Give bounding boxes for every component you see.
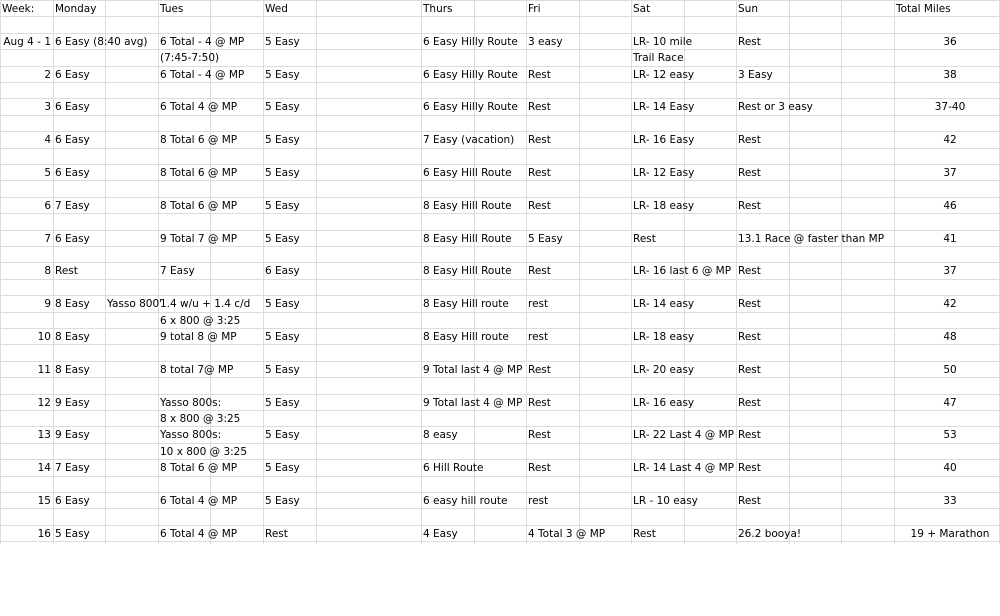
sheet-cell[interactable]: 8 easy (423, 429, 458, 441)
sheet-cell[interactable]: Rest (528, 69, 551, 81)
sheet-cell[interactable]: 9 Total last 4 @ MP (423, 397, 523, 409)
sheet-cell[interactable]: 26.2 booya! (738, 528, 802, 540)
sheet-cell[interactable]: 6 Easy (55, 69, 90, 81)
sheet-cell[interactable]: 2 (44, 69, 51, 81)
sheet-cell[interactable]: 8 x 800 @ 3:25 (160, 413, 241, 425)
sheet-cell[interactable]: 13.1 Race @ faster than MP (738, 233, 885, 245)
row-gridline (0, 459, 1000, 460)
column-header-cell[interactable]: Monday (55, 3, 97, 15)
sheet-cell[interactable]: 8 total 7@ MP (160, 364, 234, 376)
sheet-cell[interactable]: 6 Easy (55, 101, 90, 113)
sheet-cell[interactable]: rest (528, 495, 549, 507)
sheet-cell[interactable]: 5 Easy (265, 298, 300, 310)
sheet-cell[interactable]: Trail Race (633, 52, 684, 64)
sheet-cell[interactable]: rest (528, 331, 549, 343)
sheet-cell[interactable]: 8 Easy (55, 331, 90, 343)
sheet-cell[interactable]: Rest (738, 397, 761, 409)
sheet-cell[interactable]: 1.4 w/u + 1.4 c/d (160, 298, 251, 310)
row-gridline (0, 148, 1000, 149)
sheet-cell[interactable]: Yasso 800' (107, 298, 163, 310)
sheet-cell[interactable]: Rest (738, 298, 761, 310)
sheet-cell[interactable]: LR- 16 last 6 @ MP (633, 265, 732, 277)
sheet-cell[interactable]: Rest (528, 429, 551, 441)
sheet-cell[interactable]: 6 Easy Hill Route (423, 167, 512, 179)
sheet-cell[interactable]: 5 Easy (55, 528, 90, 540)
sheet-cell[interactable]: LR- 10 mile (633, 36, 693, 48)
sheet-cell[interactable]: 5 Easy (265, 462, 300, 474)
sheet-cell[interactable]: 33 (943, 495, 957, 507)
sheet-cell[interactable]: 8 Total 6 @ MP (160, 200, 238, 212)
row-gridline (0, 16, 1000, 17)
row-gridline (0, 279, 1000, 280)
column-header-cell[interactable]: Thurs (423, 3, 453, 15)
sheet-cell[interactable]: Aug 4 - 1 (3, 36, 51, 48)
sheet-cell[interactable]: 5 Easy (265, 233, 300, 245)
sheet-cell[interactable]: 47 (943, 397, 957, 409)
row-gridline (0, 525, 1000, 526)
sheet-cell[interactable]: 48 (943, 331, 957, 343)
sheet-cell[interactable]: 7 Easy (55, 462, 90, 474)
sheet-cell[interactable]: 42 (943, 298, 957, 310)
sheet-cell[interactable]: 6 Hill Route (423, 462, 484, 474)
sheet-cell[interactable]: 6 Easy (55, 233, 90, 245)
column-header-cell[interactable]: Total Miles (896, 3, 951, 15)
sheet-cell[interactable]: Rest (738, 495, 761, 507)
sheet-cell[interactable]: LR- 18 easy (633, 200, 695, 212)
sheet-cell[interactable]: Rest (738, 429, 761, 441)
sheet-cell[interactable]: 9 Easy (55, 429, 90, 441)
sheet-cell[interactable]: LR- 14 Easy (633, 101, 695, 113)
sheet-cell[interactable]: 5 Easy (265, 331, 300, 343)
sheet-cell[interactable]: 5 Easy (265, 36, 300, 48)
sheet-cell[interactable]: 6 Easy (55, 134, 90, 146)
sheet-cell[interactable]: 6 Easy (55, 167, 90, 179)
sheet-cell[interactable]: 11 (37, 364, 51, 376)
sheet-cell[interactable]: 8 Total 6 @ MP (160, 462, 238, 474)
sheet-cell[interactable]: 4 Total 3 @ MP (528, 528, 606, 540)
sheet-cell[interactable]: 6 Easy (8:40 avg) (55, 36, 148, 48)
column-header-cell[interactable]: Week: (2, 3, 35, 15)
row-gridline (0, 115, 1000, 116)
sheet-cell[interactable]: Rest (528, 265, 551, 277)
sheet-cell[interactable]: 41 (943, 233, 957, 245)
sheet-cell[interactable]: 6 Easy Hilly Route (423, 101, 518, 113)
sheet-cell[interactable]: Rest (738, 364, 761, 376)
sheet-cell[interactable]: 50 (943, 364, 957, 376)
sheet-cell[interactable]: Yasso 800s: (160, 397, 222, 409)
sheet-cell[interactable]: 8 Easy (55, 364, 90, 376)
sheet-cell[interactable]: Rest (738, 462, 761, 474)
sheet-cell[interactable]: 5 Easy (265, 364, 300, 376)
sheet-cell[interactable]: LR- 20 easy (633, 364, 695, 376)
sheet-cell[interactable]: Rest (633, 233, 656, 245)
sheet-cell[interactable]: 6 Total 4 @ MP (160, 528, 238, 540)
sheet-cell[interactable]: 37 (943, 167, 957, 179)
sheet-cell[interactable]: 6 Easy Hilly Route (423, 36, 518, 48)
column-header-cell[interactable]: Tues (160, 3, 184, 15)
sheet-cell[interactable]: 8 Easy Hill Route (423, 233, 512, 245)
sheet-cell[interactable]: Yasso 800s: (160, 429, 222, 441)
row-gridline (0, 0, 1000, 1)
sheet-cell[interactable]: Rest (738, 134, 761, 146)
sheet-cell[interactable]: 10 (37, 331, 51, 343)
sheet-cell[interactable]: 12 (37, 397, 51, 409)
sheet-cell[interactable]: 6 Total 4 @ MP (160, 495, 238, 507)
sheet-cell[interactable]: 13 (37, 429, 51, 441)
sheet-cell[interactable]: 6 x 800 @ 3:25 (160, 315, 241, 327)
sheet-cell[interactable]: Rest (55, 265, 78, 277)
sheet-cell[interactable]: Rest (633, 528, 656, 540)
sheet-cell[interactable]: 9 (44, 298, 51, 310)
sheet-cell[interactable]: 10 x 800 @ 3:25 (160, 446, 248, 458)
sheet-cell[interactable]: 5 (44, 167, 51, 179)
sheet-cell[interactable]: Rest or 3 easy (738, 101, 813, 113)
column-header-cell[interactable]: Wed (265, 3, 288, 15)
sheet-cell[interactable]: 4 Easy (423, 528, 458, 540)
column-header-cell[interactable]: Sun (738, 3, 758, 15)
sheet-cell[interactable]: 14 (37, 462, 51, 474)
sheet-cell[interactable]: 37 (943, 265, 957, 277)
sheet-cell[interactable]: 5 Easy (265, 200, 300, 212)
row-gridline (0, 541, 1000, 542)
sheet-cell[interactable]: Rest (738, 331, 761, 343)
sheet-cell[interactable]: 7 (44, 233, 51, 245)
sheet-cell[interactable]: 6 easy hill route (423, 495, 508, 507)
sheet-cell[interactable]: LR- 18 easy (633, 331, 695, 343)
sheet-cell[interactable]: 9 total 8 @ MP (160, 331, 237, 343)
sheet-cell[interactable]: LR- 14 easy (633, 298, 695, 310)
sheet-cell[interactable]: Rest (528, 134, 551, 146)
sheet-cell[interactable]: 16 (37, 528, 51, 540)
sheet-cell[interactable]: Rest (528, 101, 551, 113)
column-header-cell[interactable]: Fri (528, 3, 541, 15)
sheet-cell[interactable]: 5 Easy (265, 495, 300, 507)
sheet-cell[interactable]: 6 Easy (265, 265, 300, 277)
sheet-cell[interactable]: 8 Easy Hill route (423, 331, 509, 343)
sheet-cell[interactable]: 7 Easy (160, 265, 195, 277)
sheet-cell[interactable]: Rest (528, 200, 551, 212)
sheet-cell[interactable]: 3 easy (528, 36, 563, 48)
sheet-cell[interactable]: 7 Easy (55, 200, 90, 212)
sheet-cell[interactable]: 5 Easy (265, 134, 300, 146)
sheet-cell[interactable]: 38 (943, 69, 957, 81)
sheet-cell[interactable]: 15 (37, 495, 51, 507)
sheet-cell[interactable]: LR- 16 easy (633, 397, 695, 409)
sheet-cell[interactable]: 5 Easy (528, 233, 563, 245)
row-gridline (0, 443, 1000, 444)
sheet-cell[interactable]: 6 Total - 4 @ MP (160, 69, 245, 81)
sheet-cell[interactable]: 3 (44, 101, 51, 113)
sheet-cell[interactable]: Rest (528, 364, 551, 376)
sheet-cell[interactable]: 8 Total 6 @ MP (160, 167, 238, 179)
sheet-cell[interactable]: 6 Total - 4 @ MP (160, 36, 245, 48)
row-gridline (0, 312, 1000, 313)
column-header-cell[interactable]: Sat (633, 3, 651, 15)
sheet-cell[interactable]: 9 Total last 4 @ MP (423, 364, 523, 376)
sheet-cell[interactable]: 6 (44, 200, 51, 212)
sheet-cell[interactable]: Rest (738, 167, 761, 179)
sheet-cell[interactable]: 5 Easy (265, 429, 300, 441)
sheet-cell[interactable]: 4 (44, 134, 51, 146)
sheet-cell[interactable]: 9 Easy (55, 397, 90, 409)
sheet-cell[interactable]: 6 Easy (55, 495, 90, 507)
sheet-cell[interactable]: 37-40 (934, 101, 966, 113)
sheet-cell[interactable]: LR- 16 Easy (633, 134, 695, 146)
sheet-cell[interactable]: 9 Total 7 @ MP (160, 233, 238, 245)
sheet-cell[interactable]: 36 (943, 36, 957, 48)
sheet-cell[interactable]: rest (528, 298, 549, 310)
sheet-cell[interactable]: 6 Total 4 @ MP (160, 101, 238, 113)
sheet-cell[interactable]: 5 Easy (265, 167, 300, 179)
sheet-cell[interactable]: LR- 14 Last 4 @ MP (633, 462, 735, 474)
sheet-cell[interactable]: 53 (943, 429, 957, 441)
sheet-cell[interactable]: 5 Easy (265, 397, 300, 409)
row-gridline (0, 476, 1000, 477)
sheet-cell[interactable]: LR- 12 easy (633, 69, 695, 81)
sheet-cell[interactable]: LR- 22 Last 4 @ MP (633, 429, 735, 441)
sheet-cell[interactable]: 3 Easy (738, 69, 773, 81)
sheet-cell[interactable]: 8 Easy Hill Route (423, 200, 512, 212)
sheet-cell[interactable]: Rest (738, 200, 761, 212)
sheet-cell[interactable]: 5 Easy (265, 69, 300, 81)
sheet-cell[interactable]: Rest (528, 167, 551, 179)
sheet-cell[interactable]: 8 Easy Hill route (423, 298, 509, 310)
sheet-cell[interactable]: Rest (738, 36, 761, 48)
sheet-cell[interactable]: 40 (943, 462, 957, 474)
sheet-cell[interactable]: LR- 12 Easy (633, 167, 695, 179)
row-gridline (0, 426, 1000, 427)
sheet-cell[interactable]: (7:45-7:50) (160, 52, 220, 64)
sheet-cell[interactable]: 42 (943, 134, 957, 146)
sheet-cell[interactable]: 8 Total 6 @ MP (160, 134, 238, 146)
sheet-cell[interactable]: 8 Easy Hill Route (423, 265, 512, 277)
sheet-cell[interactable]: 19 + Marathon (910, 528, 990, 540)
sheet-cell[interactable]: Rest (738, 265, 761, 277)
sheet-cell[interactable]: 7 Easy (vacation) (423, 134, 515, 146)
sheet-cell[interactable]: Rest (528, 397, 551, 409)
sheet-cell[interactable]: 6 Easy Hilly Route (423, 69, 518, 81)
sheet-cell[interactable]: 8 Easy (55, 298, 90, 310)
sheet-cell[interactable]: 5 Easy (265, 101, 300, 113)
sheet-cell[interactable]: 46 (943, 200, 957, 212)
sheet-cell[interactable]: Rest (528, 462, 551, 474)
sheet-cell[interactable]: Rest (265, 528, 288, 540)
sheet-cell[interactable]: 8 (44, 265, 51, 277)
sheet-cell[interactable]: LR - 10 easy (633, 495, 698, 507)
